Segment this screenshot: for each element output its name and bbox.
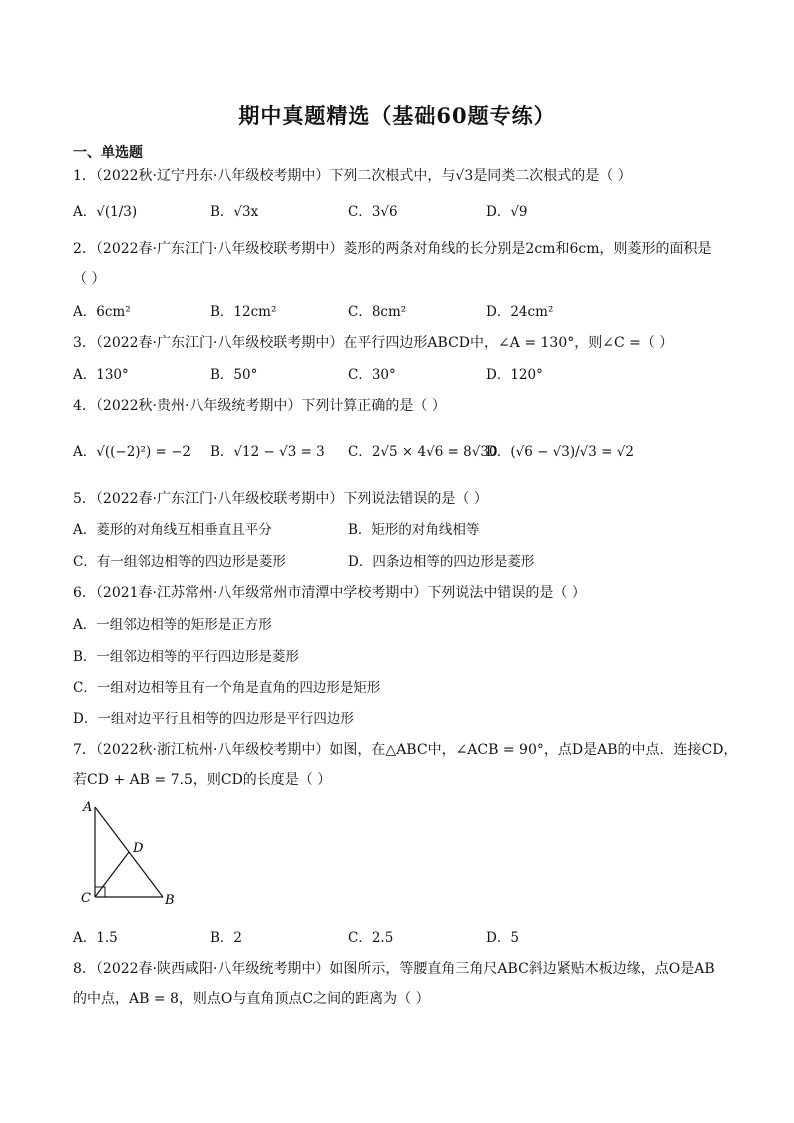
- question-5-stem: 5．（2022春·广东江门·八年级校联考期中）下列说法错误的是（ ）: [73, 491, 488, 507]
- q3-option-c: C．30°: [348, 367, 396, 383]
- q4-option-a: A．√((−2)²) = −2: [73, 444, 192, 460]
- vertex-label-d: D: [133, 841, 144, 856]
- question-2-stem: 2．（2022春·广东江门·八年级校联考期中）菱形的两条对角线的长分别是2cm和6cm，则菱形的面积是: [73, 241, 712, 257]
- q5-option-b: B．矩形的对角线相等: [348, 522, 480, 538]
- q3-option-d: D．120°: [486, 367, 543, 383]
- q7-option-b: B．2: [210, 930, 243, 946]
- q7-option-a: A．1.5: [73, 930, 118, 946]
- question-8-stem-cont: 的中点，AB = 8，则点O与直角顶点C之间的距离为（ ）: [73, 991, 430, 1007]
- q3-option-a: A．130°: [73, 367, 129, 383]
- q6-option-c: C．一组对边相等且有一个角是直角的四边形是矩形: [73, 680, 381, 696]
- q4-option-d: D．(√6 − √3)/√3 = √2: [486, 444, 634, 460]
- q2-option-c: C．8cm²: [348, 304, 407, 320]
- q2-option-d: D．24cm²: [486, 304, 554, 320]
- question-2-stem-cont: （ ）: [73, 271, 106, 287]
- question-7-stem: 7．（2022秋·浙江杭州·八年级校考期中）如图，在△ABC中，∠ACB = 90°，点D是AB的中点．连接CD，: [73, 742, 738, 758]
- question-8-stem: 8．（2022春·陕西咸阳·八年级统考期中）如图所示，等腰直角三角尺ABC斜边紧贴木板边缘，点O是AB: [73, 961, 715, 977]
- triangle-figure: [75, 795, 185, 910]
- question-1-stem: 1．（2022秋·辽宁丹东·八年级校考期中）下列二次根式中，与√3是同类二次根式的是（ ）: [73, 168, 632, 184]
- q6-option-b: B．一组邻边相等的平行四边形是菱形: [73, 649, 299, 665]
- question-7-stem-cont: 若CD + AB = 7.5，则CD的长度是（ ）: [73, 772, 332, 788]
- question-4-stem: 4．（2022秋·贵州·八年级统考期中）下列计算正确的是（ ）: [73, 398, 446, 414]
- q1-option-c: C．3√6: [348, 204, 398, 220]
- q5-option-d: D．四条边相等的四边形是菱形: [348, 554, 535, 570]
- question-3-stem: 3．（2022春·广东江门·八年级校联考期中）在平行四边形ABCD中，∠A = 130°，则∠C =（ ）: [73, 335, 674, 351]
- question-6-stem: 6．（2021春·江苏常州·八年级常州市清潭中学校考期中）下列说法中错误的是（ ）: [73, 585, 586, 601]
- vertex-label-c: C: [81, 891, 91, 906]
- q2-option-a: A．6cm²: [73, 304, 131, 320]
- q4-option-c: C．2√5 × 4√6 = 8√30: [348, 444, 498, 460]
- vertex-label-a: A: [83, 800, 93, 815]
- q6-option-a: A．一组邻边相等的矩形是正方形: [73, 617, 272, 633]
- q1-option-d: D．√9: [486, 204, 528, 220]
- q7-option-d: D．5: [486, 930, 519, 946]
- page-title: 期中真题精选（基础60题专练）: [238, 103, 556, 128]
- q5-option-c: C．有一组邻边相等的四边形是菱形: [73, 554, 286, 570]
- q4-option-b: B．√12 − √3 = 3: [210, 444, 325, 460]
- q3-option-b: B．50°: [210, 367, 258, 383]
- q6-option-d: D．一组对边平行且相等的四边形是平行四边形: [73, 711, 354, 727]
- q1-option-a: A．√(1/3): [73, 204, 138, 220]
- q2-option-b: B．12cm²: [210, 304, 277, 320]
- q1-option-b: B．√3x: [210, 204, 259, 220]
- section-heading: 一、单选题: [73, 145, 143, 161]
- q5-option-a: A．菱形的对角线互相垂直且平分: [73, 522, 272, 538]
- vertex-label-b: B: [165, 893, 175, 908]
- q7-option-c: C．2.5: [348, 930, 394, 946]
